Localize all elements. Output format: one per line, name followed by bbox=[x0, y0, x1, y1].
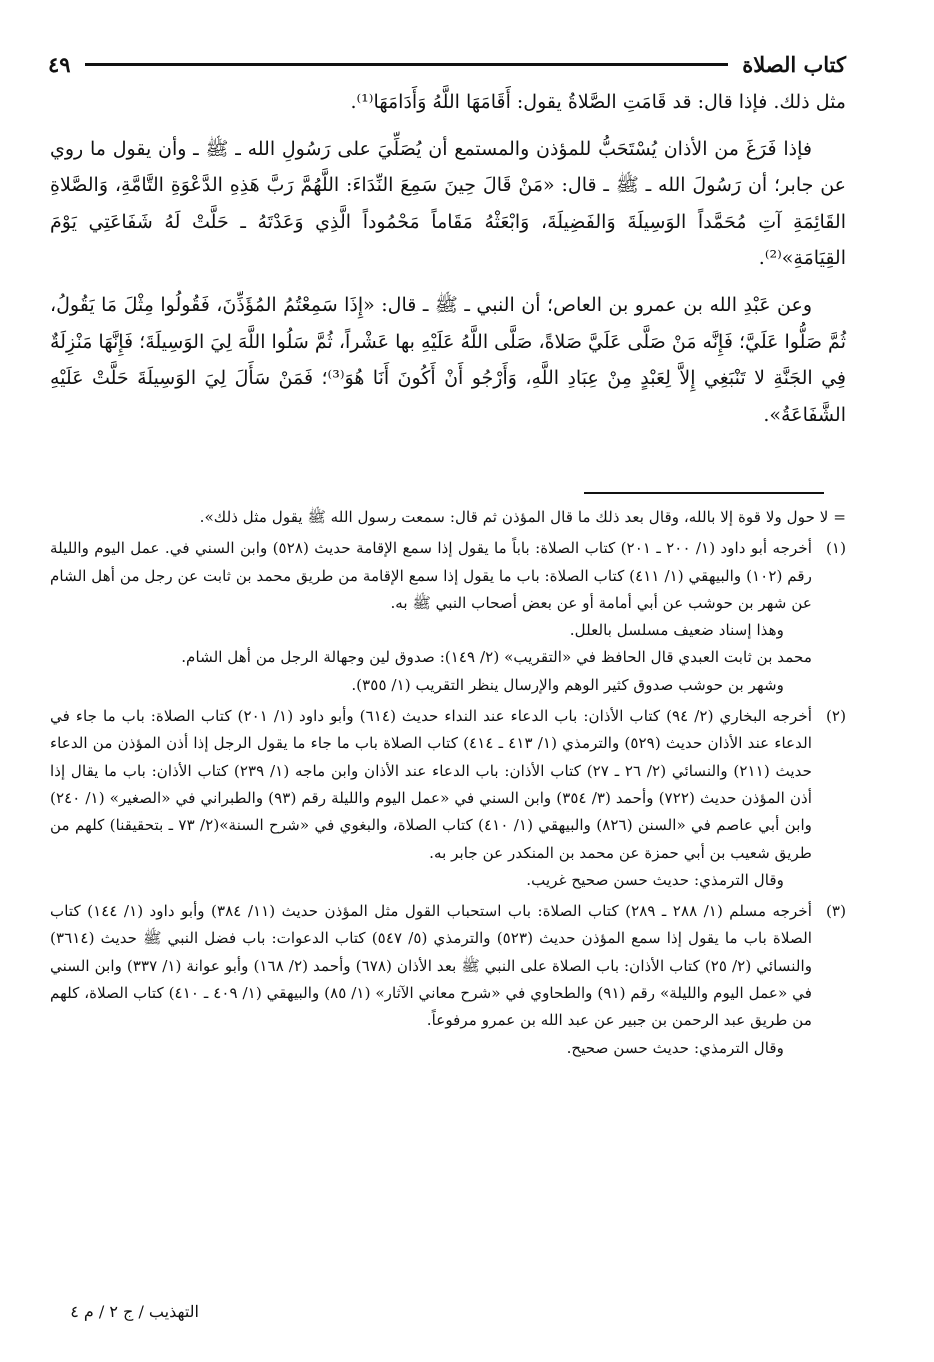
book-title: كتاب الصلاة bbox=[742, 51, 846, 77]
footnote-note: محمد بن ثابت العبدي قال الحافظ في «التقريب» (٢/ ١٤٩): صدوق لين وجهالة الرجل من أهل الشام. bbox=[181, 648, 812, 667]
header-rule bbox=[85, 63, 729, 66]
footnote-text: أخرجه البخاري (٢/ ٩٤) كتاب الأذان: باب الدعاء عند النداء حديث (٦١٤) وأبو داود (١/ ٢٠١) كتاب الصلاة: باب ما جاء في الدعاء عند الأذان حديث (٥٢٩) والترمذي (١/ ٤١٣ ـ ٤١٤) كتاب الصلاة باب ما جاء ما يقول الرجل إذا أذن المؤذن من الدعاء حديث (٢١١) والنسائي (٢/ ٢٦ ـ ٢٧) كتاب الأذان: باب الدعاء عند الأذان وابن ماجه (١/ ٢٣٩) كتاب الأذان: باب ما يقال إذا أذن المؤذن حديث (٧٢٢) وأحمد (٣/ ٣٥٤) وابن السني في «عمل اليوم والليلة رقم (٩٣) والطبراني في «الصغير» (١/ ٢٤٠) وابن أبي عاصم في «السنن (٨٢٦) والبيهقي (١/ ٤١٠) كتاب الصلاة، والبغوي في «شرح السنة»(٢/ ٧٣ ـ بتحقيقنا) كلهم من طريق شعيب بن أبي حمزة عن محمد بن المنكدر عن جابر به. bbox=[50, 707, 812, 862]
footnote-note: وقال الترمذي: حديث حسن صحيح. bbox=[566, 1038, 784, 1057]
paragraph-2: فإذا فَرَغَ من الأذان يُسْتَحَبُّ للمؤذن والمستمع أن يُصَلِّيَ على رَسُولِ الله ـ ﷺ ـ وأن يقول ما روي عن جابر؛ أن رَسُولَ الله ـ ﷺ ـ قال: «مَنْ قَالَ حِينَ سَمِعَ النِّدَاءَ: اللَّهُمَّ رَبَّ هَذِهِ الدَّعْوَةِ التَّامَّةِ، وَالصَّلاةِ القَائِمَةِ آتِ مُحَمَّداً الوَسِيلَةَ وَالفَضِيلَةَ، وَابْعَثْهُ مَقَاماً مَحْمُوداً الَّذِي وَعَدْتَهُ ـ حَلَّتْ لَهُ شَفَاعَتِي يَوْمَ القِيَامَةِ»⁽²⁾. bbox=[50, 137, 846, 270]
footnote-3 bbox=[50, 898, 846, 1062]
page-header bbox=[48, 48, 846, 80]
paragraph-1: مثل ذلك. فإذا قال: قد قَامَتِ الصَّلاةُ يقول: أَقَامَهَا اللَّهُ وَأَدَامَهَا⁽¹⁾. bbox=[350, 91, 846, 113]
page-signature: التهذيب / ج ٢ / م ٤ bbox=[70, 1302, 199, 1321]
footnote-note: وقال الترمذي: حديث حسن صحيح غريب. bbox=[526, 870, 784, 889]
footnotes bbox=[50, 504, 846, 1066]
footnote-number: (١) bbox=[825, 539, 846, 558]
footnote-note: وهذا إسناد ضعيف مسلسل بالعلل. bbox=[569, 621, 784, 640]
footnote-number: (٢) bbox=[825, 707, 846, 726]
footnote-note: وشهر بن حوشب صدوق كثير الوهم والإرسال ينظر التقريب (١/ ٣٥٥). bbox=[351, 675, 784, 694]
footnote-text: أخرجه أبو داود (١/ ٢٠٠ ـ ٢٠١) كتاب الصلاة: باباً ما يقول إذا سمع الإقامة حديث (٥٢٨) وابن السني في. عمل اليوم والليلة رقم (١٠٢) والبيهقي (١/ ٤١١) كتاب الصلاة: باب ما يقول إذا سمع الإقامة من طريق محمد بن ثابت عن رجل من أهل الشام عن شهر بن حوشب عن أبي أمامة أو عن بعض أصحاب النبي ﷺ به. bbox=[50, 539, 812, 612]
footnote-2 bbox=[50, 703, 846, 894]
page-number: ٤٩ bbox=[48, 51, 71, 77]
footnote-1 bbox=[50, 535, 846, 699]
main-text bbox=[50, 84, 846, 443]
footnote-separator bbox=[584, 492, 824, 494]
footnote-text: أخرجه مسلم (١/ ٢٨٨ ـ ٢٨٩) كتاب الصلاة: باب استحباب القول مثل المؤذن حديث (١١/ ٣٨٤) وأبو داود (١/ ١٤٤) كتاب الصلاة باب ما يقول إذا سمع المؤذن حديث (٥٢٣) والترمذي (٥/ ٥٤٧) كتاب الدعوات: باب فضل النبي ﷺ حديث (٣٦١٤) والنسائي (٢/ ٢٥) كتاب الأذان: باب الصلاة على النبي ﷺ بعد الأذان (٦٧٨) وأحمد (٢/ ١٦٨) وأبو عوانة (١/ ٣٣٧) وابن السني في «عمل اليوم والليلة» رقم (٩١) والطحاوي في «شرح معاني الآثار» (١/ ٨٥) والبيهقي (١/ ٤٠٩ ـ ٤١٠) كتاب الصلاة، كلهم من طريق عبد الرحمن بن جبير عن عبد الله بن عمرو مرفوعاً. bbox=[50, 902, 813, 1030]
paragraph-3: وعن عَبْدِ الله بن عمرو بن العاص؛ أن النبي ـ ﷺ ـ قال: «إِذَا سَمِعْتُمُ المُؤَذِّنَ، فَقُولُوا مِثْلَ مَا يَقُولُ، ثُمَّ صَلُّوا عَلَيَّ؛ فَإِنَّه مَنْ صَلَّى عَلَيَّ صَلاةً، صَلَّى اللَّهُ عَلَيْهِ بها عَشْراً، ثُمَّ سَلُوا اللَّهَ لِيَ الوَسِيلَةَ؛ فَإِنَّهَا مَنْزِلَةٌ فِي الجَنَّةِ لا تَنْبَغِي إِلاَّ لِعَبْدٍ مِنْ عِبَادِ اللَّهِ، وَأَرْجُو أَنْ أَكُونَ أَنَا هُوَ⁽³⁾؛ فَمَنْ سَأَلَ لِيَ الوَسِيلَةَ حَلَّتْ عَلَيْهِ الشَّفَاعَةُ». bbox=[50, 293, 846, 426]
footnote-number: (٣) bbox=[825, 902, 846, 921]
footnote-continuation: = لا حول ولا قوة إلا بالله، وقال بعد ذلك ما قال المؤذن ثم قال: سمعت رسول الله ﷺ يقول مثل ذلك». bbox=[199, 508, 846, 526]
